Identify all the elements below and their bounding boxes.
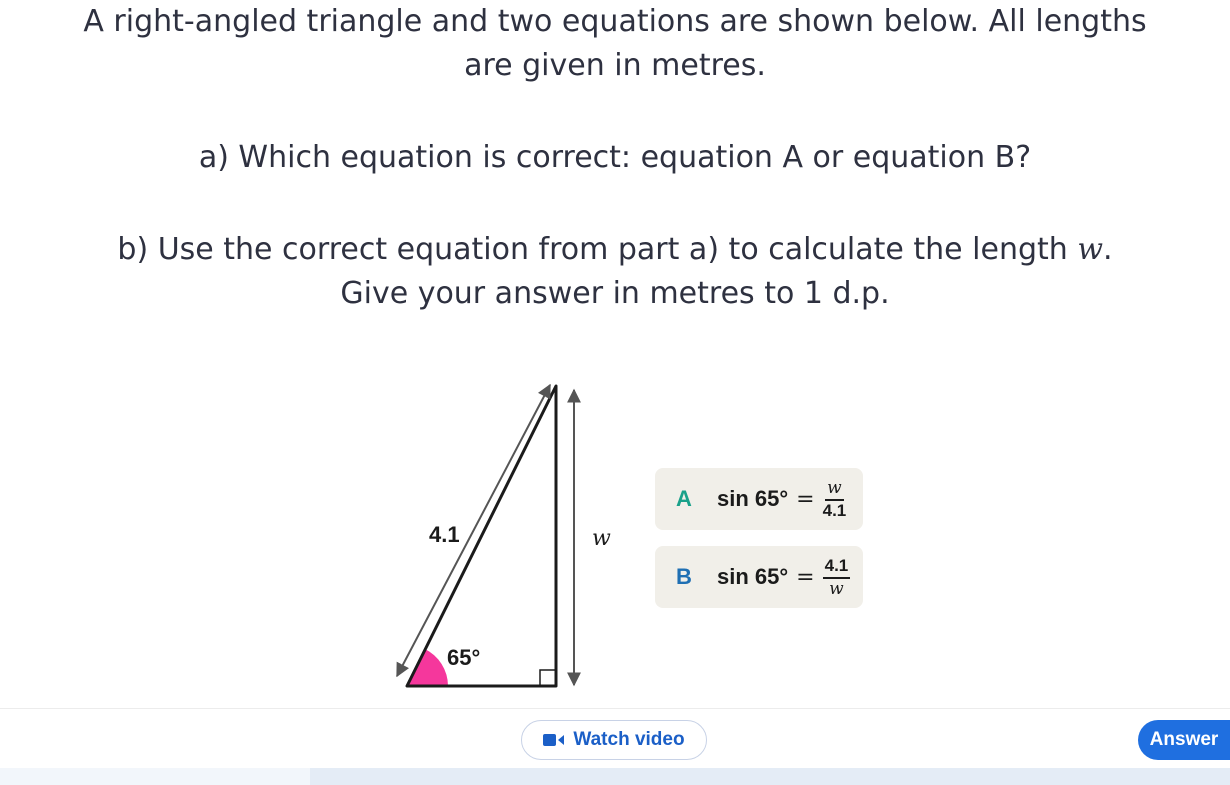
part-b-variable: w [1077,232,1104,267]
side-label: w [592,526,611,551]
question-part-a: a) Which equation is correct: equation A or equation B? [198,140,1032,175]
footer-band [0,768,1230,785]
question-part-b [0,228,1230,272]
watch-video-button[interactable] [521,720,707,760]
equation-b-denominator: w [829,578,844,599]
question-intro-line-2: are given in metres. [464,48,766,83]
angle-sector [407,649,448,686]
equation-b-fraction [823,557,851,598]
watch-video-label: Watch video [573,729,685,750]
angle-label: 65° [447,645,481,670]
equation-b-card [655,546,863,608]
equation-b-expression [717,557,850,598]
part-b-prefix: b) Use the correct equation from part a) to calculate the length [117,232,1078,267]
footer-band-highlight [0,768,310,785]
answer-label: Answer [1149,729,1219,750]
equation-a-card [655,468,863,530]
question-intro-line-1: A right-angled triangle and two equations are shown below. All lengths [83,4,1147,39]
hypotenuse-label: 4.1 [429,522,460,547]
equation-a-expression [717,479,846,520]
equation-a-lhs: sin 65° [717,486,789,511]
spacer [0,180,1230,228]
equation-b-lhs: sin 65° [717,564,789,589]
equation-a-numerator: w [825,479,844,501]
equation-a-fraction [823,479,847,520]
hypotenuse-arrow [397,385,550,676]
question-part-b-line-2: Give your answer in metres to 1 d.p. [340,276,890,311]
divider [0,708,1230,709]
equation-b-numerator: 4.1 [823,557,851,579]
spacer [0,88,1230,136]
video-camera-icon [543,733,565,747]
equation-a-denominator: 4.1 [822,500,847,520]
part-b-suffix: . [1103,232,1113,267]
equation-b-equals: = [796,564,815,590]
right-angle-marker [540,670,556,686]
answer-button[interactable] [1138,720,1230,760]
equation-a-letter: A [676,486,692,511]
triangle-diagram [380,380,630,700]
equation-b-letter: B [676,564,692,589]
question-text [0,0,1230,316]
equation-a-equals: = [796,486,815,512]
